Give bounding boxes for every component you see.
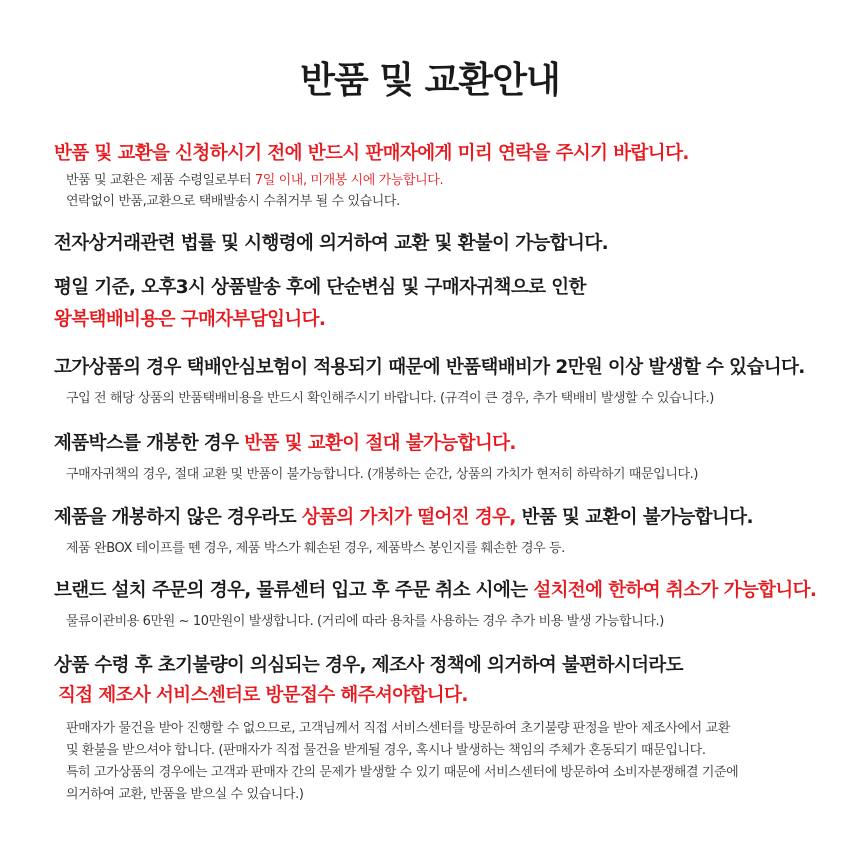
section-heading: 평일 기준, 오후3시 상품발송 후에 단순변심 및 구매자귀책으로 인한 [54,277,586,298]
section-installation-cancel [54,579,840,632]
section-opened-box [54,432,840,485]
page-title: 반품 및 교환안내 [300,60,560,101]
section-heading [54,432,840,456]
section-legal [54,232,840,256]
section-value-lost [54,506,840,559]
section-text: 판매자가 물건을 받아 진행할 수 없으므로, 고객님께서 직접 서비스센터를 방문하여 초기불량 판정을 받아 제조사에서 교환 [66,721,730,736]
section-heading [54,506,840,530]
text-part: 반품 및 교환은 제품 수령일로부터 [66,173,255,188]
section-expensive-items [54,356,840,409]
section-initial-defect [54,654,840,806]
section-heading: 상품 수령 후 초기불량이 의심되는 경우, 제조사 정책에 의거하여 불편하시더라도 [54,655,683,676]
heading-highlight: 설치전에 한하여 취소가 가능합니다. [533,580,817,601]
section-text: 특히 고가상품의 경우에는 고객과 판매자 간의 문제가 발생할 수 있기 때문에 서비스센터에 방문하여 소비자분쟁해결 기준에 [66,765,739,780]
heading-part: 반품 및 교환이 불가능합니다. [515,507,753,528]
section-heading [54,579,840,603]
section-contact-seller [54,142,840,212]
section-text: 구입 전 해당 상품의 반품택배비용을 반드시 확인해주시기 바랍니다. (규격이 큰 경우, 추가 택배비 발생할 수 있습니다.) [66,391,714,406]
section-heading: 고가상품의 경우 택배안심보험이 적용되기 때문에 반품택배비가 2만원 이상 발생할 수 있습니다. [54,357,805,378]
section-heading: 전자상거래관련 법률 및 시행령에 의거하여 교환 및 환불이 가능합니다. [54,233,609,254]
section-shipping-cost [54,276,840,332]
heading-highlight: 상품의 가치가 떨어진 경우, [301,507,516,528]
section-text: 의거하여 교환, 반품을 받으실 수 있습니다.) [66,787,304,802]
section-heading: 반품 및 교환을 신청하시기 전에 반드시 판매자에게 미리 연락을 주시기 바랍니다. [54,143,689,164]
section-text: 연락없이 반품,교환으로 택배발송시 수취거부 될 수 있습니다. [66,194,400,209]
heading-highlight: 반품 및 교환이 절대 불가능합니다. [244,433,516,454]
section-text: 구매자귀책의 경우, 절대 교환 및 반품이 불가능합니다. (개봉하는 순간, 상품의 가치가 현저히 하락하기 때문입니다.) [66,467,699,482]
heading-part: 브랜드 설치 주문의 경우, 물류센터 입고 후 주문 취소 시에는 [54,580,534,601]
section-text [54,170,840,191]
heading-part: 제품박스를 개봉한 경우 [54,433,245,454]
section-heading-highlight: 왕복택배비용은 구매자부담입니다. [54,309,326,330]
heading-part: 제품을 개봉하지 않은 경우라도 [54,507,302,528]
section-text: 물류이관비용 6만원 ~ 10만원이 발생합니다. (거리에 따라 용차를 사용하는 경우 추가 비용 발생 가능합니다.) [66,614,664,629]
section-heading-highlight: 직접 제조사 서비스센터로 방문접수 해주셔야합니다. [58,685,468,706]
text-highlight: 7일 이내, 미개봉 시에 가능합니다. [254,173,444,188]
section-text: 및 환불을 받으셔야 합니다. (판매자가 직접 물건을 받게될 경우, 혹시나 발생하는 책임의 주체가 혼동되기 때문입니다. [66,743,706,758]
section-text: 제품 완BOX 테이프를 뗀 경우, 제품 박스가 훼손된 경우, 제품박스 봉인지를 훼손한 경우 등. [66,541,565,556]
